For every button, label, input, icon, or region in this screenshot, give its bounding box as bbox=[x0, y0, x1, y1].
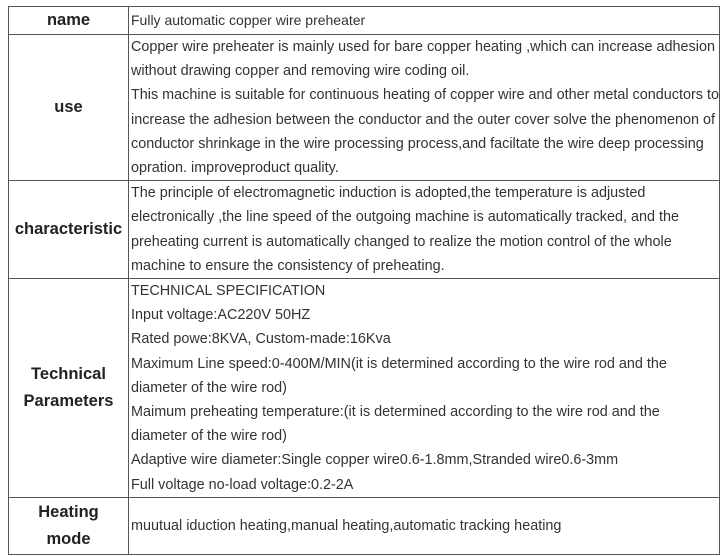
table-row-characteristic bbox=[9, 181, 720, 279]
row-label-name: name bbox=[9, 7, 129, 35]
use-paragraph: This machine is suitable for continuous heating of copper wire and other metal conductors to increase the adhesion between the conductor and the outer cover solve the phenomenon of conductor shrinkage in the wire processing process,and faciltate the wire deep processing opration. improveproduct quality. bbox=[131, 87, 719, 177]
table-row-name bbox=[9, 7, 720, 35]
spec-line: Rated powe:8KVA, Custom-made:16Kva bbox=[131, 331, 391, 348]
spec-line: Maximum Line speed:0-400M/MIN(it is determined according to the wire rod and the diameter of the wire rod) bbox=[131, 355, 667, 396]
spec-line: TECHNICAL SPECIFICATION bbox=[131, 283, 326, 300]
row-value-use bbox=[129, 35, 720, 181]
row-value-name: Fully automatic copper wire preheater bbox=[129, 7, 720, 35]
row-value-heating-mode: muutual iduction heating,manual heating,automatic tracking heating bbox=[129, 497, 720, 554]
row-label-use: use bbox=[9, 35, 129, 181]
spec-line: Maimum preheating temperature:(it is determined according to the wire rod and the diameter of the wire rod) bbox=[131, 404, 660, 445]
use-paragraph: Copper wire preheater is mainly used for bare copper heating ,which can increase adhesion without drawing copper and removing wire coding oil. bbox=[131, 39, 715, 80]
spec-line: Input voltage:AC220V 50HZ bbox=[131, 307, 311, 324]
row-value-technical-parameters bbox=[129, 279, 720, 498]
table-row-heating-mode bbox=[9, 497, 720, 554]
spec-line: Full voltage no-load voltage:0.2-2A bbox=[131, 476, 354, 493]
label-line: Heating bbox=[38, 502, 99, 521]
table-row-use bbox=[9, 35, 720, 181]
product-spec-table bbox=[8, 6, 720, 555]
table-row-technical-parameters bbox=[9, 279, 720, 498]
label-line: mode bbox=[46, 529, 91, 548]
label-line: Parameters bbox=[23, 391, 114, 410]
label-line: Technical bbox=[31, 364, 106, 383]
row-value-characteristic: The principle of electromagnetic induction is adopted,the temperature is adjusted electronically ,the line speed of the outgoing machine is automatically tracked, and the preheating current is automatically changed to realize the motion control of the whole machine to ensure the consistency of preheating. bbox=[129, 181, 720, 279]
row-label-technical-parameters bbox=[9, 279, 129, 498]
row-label-heating-mode bbox=[9, 497, 129, 554]
spec-line: Adaptive wire diameter:Single copper wire0.6-1.8mm,Stranded wire0.6-3mm bbox=[131, 452, 619, 469]
row-label-characteristic: characteristic bbox=[9, 181, 129, 279]
